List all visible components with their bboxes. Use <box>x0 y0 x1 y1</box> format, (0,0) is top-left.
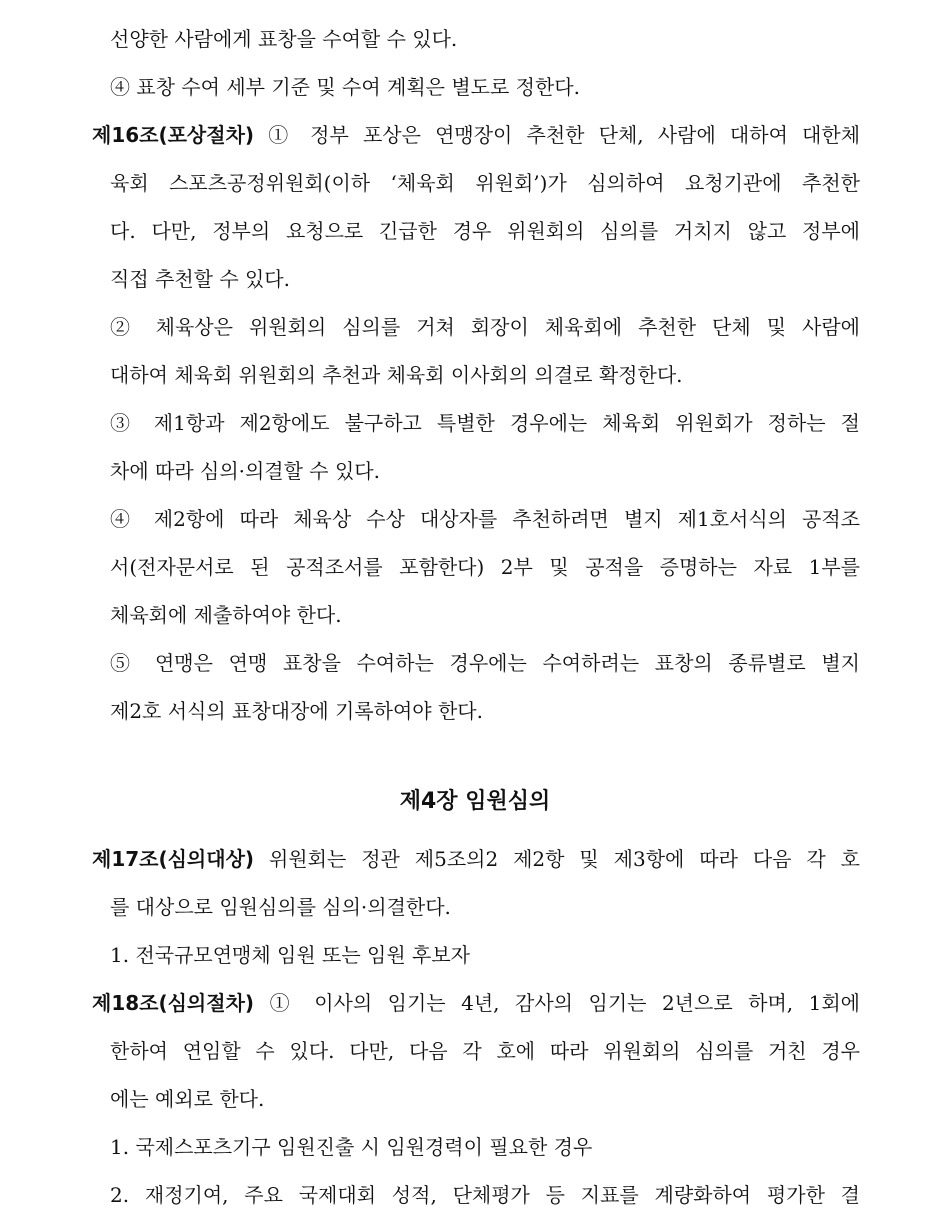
text-line: 1. 국제스포츠기구 임원진출 시 임원경력이 필요한 경우 <box>110 1135 593 1159</box>
text-line: 서(전자문서로 된 공적조서를 포함한다) 2부 및 공적을 증명하는 자료 1부를 <box>110 555 860 579</box>
text-line: 대하여 체육회 위원회의 추천과 체육회 이사회의 의결로 확정한다. <box>110 363 683 387</box>
text-span: ① 이사의 임기는 4년, 감사의 임기는 2년으로 하며, 1회에 <box>269 991 860 1015</box>
text-line: ③ 제1항과 제2항에도 불구하고 특별한 경우에는 체육회 위원회가 정하는 절 <box>110 411 860 435</box>
text-line: ④ 제2항에 따라 체육상 수상 대상자를 추천하려면 별지 제1호서식의 공적조 <box>110 507 860 531</box>
article-18-first-line <box>92 979 860 1027</box>
text-line: 1. 전국규모연맹체 임원 또는 임원 후보자 <box>110 943 470 967</box>
article-16-first-line <box>92 111 860 159</box>
article-17-first-line <box>92 835 860 883</box>
text-line: ② 체육상은 위원회의 심의를 거쳐 회장이 체육회에 추천한 단체 및 사람에 <box>110 315 860 339</box>
text-line: 한하여 연임할 수 있다. 다만, 다음 각 호에 따라 위원회의 심의를 거친 경우 <box>110 1039 860 1063</box>
text-span: 위원회는 정관 제5조의2 제2항 및 제3항에 따라 다음 각 호 <box>268 847 860 871</box>
text-line: ④ 표창 수여 세부 기준 및 수여 계획은 별도로 정한다. <box>110 75 580 99</box>
text-line: 를 대상으로 임원심의를 심의·의결한다. <box>110 895 451 919</box>
text-line: 차에 따라 심의·의결할 수 있다. <box>110 459 380 483</box>
article-18-heading: 제18조(심의절차) <box>92 991 255 1015</box>
text-line: 다. 다만, 정부의 요청으로 긴급한 경우 위원회의 심의를 거치지 않고 정부에 <box>110 219 860 243</box>
text-line: 육회 스포츠공정위원회(이하 ‘체육회 위원회’)가 심의하여 요청기관에 추천한 <box>110 171 860 195</box>
text-line: ⑤ 연맹은 연맹 표창을 수여하는 경우에는 수여하려는 표창의 종류별로 별지 <box>110 651 860 675</box>
text-line: 2. 재정기여, 주요 국제대회 성적, 단체평가 등 지표를 계량화하여 평가한 결 <box>110 1183 860 1207</box>
text-line: 에는 예외로 한다. <box>110 1087 265 1111</box>
text-line: 체육회에 제출하여야 한다. <box>110 603 342 627</box>
text-line: 제2호 서식의 표창대장에 기록하여야 한다. <box>110 699 483 723</box>
text-line: 선양한 사람에게 표창을 수여할 수 있다. <box>110 27 458 51</box>
text-span: ① 정부 포상은 연맹장이 추천한 단체, 사람에 대하여 대한체 <box>268 123 860 147</box>
text-line: 직접 추천할 수 있다. <box>110 267 290 291</box>
chapter-4-title: 제4장 임원심의 <box>399 789 551 814</box>
article-16-heading: 제16조(포상절차) <box>92 123 255 147</box>
article-17-heading: 제17조(심의대상) <box>92 847 255 871</box>
